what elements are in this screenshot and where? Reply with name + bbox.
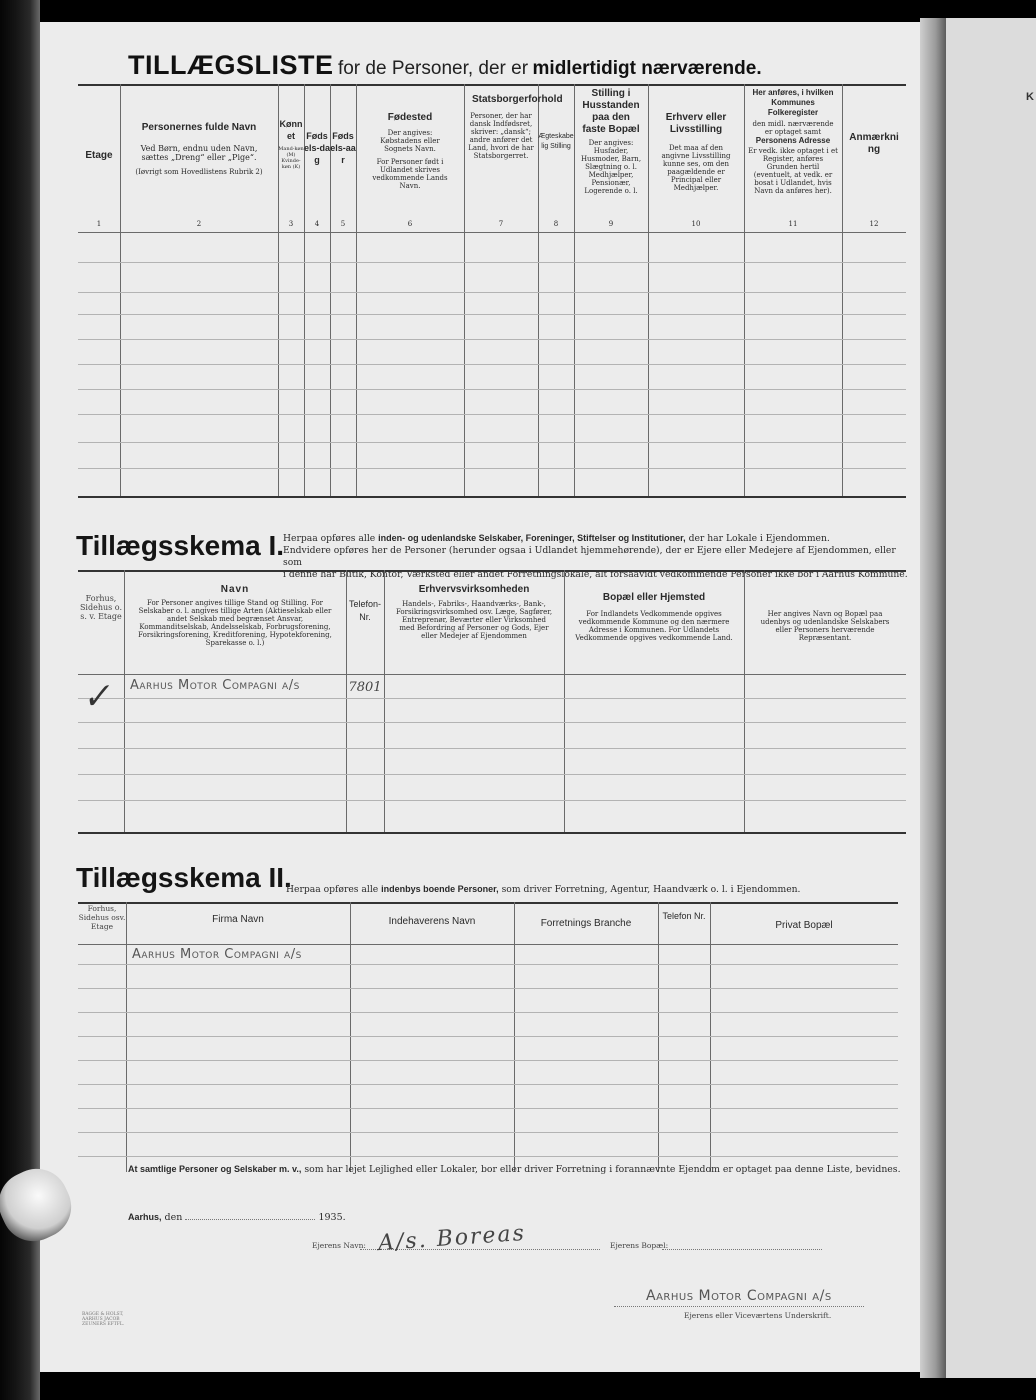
- signature-stamp: Aarhus Motor Compagni a/s: [646, 1288, 832, 1304]
- col-etage-header: Etage 1: [85, 150, 113, 228]
- owner-name-signature: A/s. Boreas: [377, 1220, 527, 1257]
- skema2-description: Herpaa opføres alle indenbys boende Personer, som driver Forretning, Agentur, Haandværk o. l. i Ejendommen.: [286, 884, 801, 895]
- page-gutter: [920, 18, 946, 1378]
- signature-line: [614, 1306, 864, 1307]
- col-aegteskab-header: Ægteskabelig Stilling 8: [538, 133, 574, 228]
- skema2-col-etage-header: Forhus, Sidehus osv. Etage: [78, 904, 126, 931]
- skema1-description: Herpaa opføres alle inden- og udenlandske Selskaber, Foreninger, Stiftelser og Institutioner, der har Lokale i Ejendommen. Endvidere opføres her de Personer (herunder ogsaa i Udlandet hjemmehørende), der er Ejere eller Medejere af Ejendommen, eller som i denne har Butik, Kontor, Værksted eller andet Forretningslokale, alt forsaavidt vedkommende Personer ikke bor i Aarhus Kommune.: [283, 533, 908, 580]
- form-title-rest-b: midlertidigt nærværende.: [532, 58, 762, 79]
- skema2-title: Tillægsskema II.: [76, 862, 292, 893]
- skema2-col-indehaver-header: Indehaverens Navn: [388, 916, 476, 927]
- form-title-main: TILLÆGSLISTE: [128, 50, 334, 80]
- col-statsborger-header: Statsborgerforhold Personer, der har dansk Indfødsret, skriver: „dansk“; andre anfører det Land, hvori de har Statsborgerret. 7: [468, 94, 563, 228]
- skema1-col-etage-header: Forhus, Sidehus o. s. v. Etage: [79, 594, 123, 621]
- skema2-table: [78, 902, 898, 1172]
- tillaegsliste-table: [78, 84, 906, 499]
- col-folkeregister-header: Her anføres, i hvilken Kommunes Folkeregister den midl. nærværende er optaget samt Personens Adresse Er vedk. ikke optaget i et Register, anføres Grunden hertil (eventuelt, at vedk. er bosat i Udlandet, hvis Navn da anføres her). 11: [748, 88, 838, 228]
- skema2-col-bopael-header: Privat Bopæl: [775, 920, 833, 931]
- skema1-row1-telefon: 7801: [348, 680, 382, 695]
- skema1-title: Tillægsskema I.: [76, 530, 285, 561]
- skema1-row1-check: ✓: [79, 675, 113, 719]
- skema2-row1-firma: Aarhus Motor Compagni a/s: [132, 947, 302, 962]
- signature-caption: Ejerens eller Viceværtens Underskrift.: [684, 1311, 832, 1320]
- skema1-col-navn-header: Navn For Personer angives tillige Stand og Stilling. For Selskaber o. l. angives tillige Arten (Aktieselskab eller andet Selskab med begrænset Ansvar, Kommanditselskab, Andelsselskab, Forbrugsforening, Forsikringsforening, Kreditforening, Hypotekforening, Sparekasse o. l.): [138, 584, 332, 647]
- printer-imprint: BAGGE & HOLST, AARHUS JACOB ZEUNERS EFTFL.: [82, 1312, 125, 1327]
- owner-address-label: Ejerens Bopæl:: [610, 1241, 669, 1250]
- skema1-row1-name: Aarhus Motor Compagni a/s: [130, 678, 300, 693]
- skema1-col-erhverv-header: Erhvervsvirksomheden Handels-, Fabriks-, Haandværks-, Bank-, Forsikringsvirksomhed osv. Læge, Sagfører, Entreprenør, Beværter eller Virksomhed med Befordring af Personer og Gods, Ejer eller Medejer af Ejendommen: [395, 584, 553, 640]
- owner-name-label: Ejerens Navn:: [312, 1241, 366, 1250]
- col-foedselsdag-header: Fødsels-dag 4: [304, 131, 330, 228]
- declaration: At samtlige Personer og Selskaber m. v., som har lejet Lejlighed eller Lokaler, bor eller driver Forretning i forannævnte Ejendom er optaget paa denne Liste, bevidnes.: [128, 1164, 901, 1175]
- skema2-col-firma-header: Firma Navn: [212, 914, 264, 925]
- col-stilling-header: Stilling i Husstanden paa den faste Bopæl Der angives: Husfader, Husmoder, Barn, Slægtning o. l. Medhjælper, Pensionær, Logerende o. l. 9: [580, 88, 642, 228]
- form-title-rest-a: for de Personer, der er: [337, 58, 529, 79]
- adjacent-page: [946, 18, 1036, 1378]
- col-erhverv-header: Erhverv eller Livsstilling Det maa af den angivne Livsstilling kunne ses, om den paagældende er Principal eller Medhjælper. 10: [661, 112, 731, 228]
- owner-address-line: [662, 1249, 822, 1250]
- col-koen-header: Kønnet Mand-køn (M) Kvinde-køn (K) 3: [278, 119, 304, 228]
- col-foedested-header: Fødested Der angives: Købstadens eller Sognets Navn. For Personer født i Udlandet skrives vedkommende Lands Navn. 6: [372, 112, 448, 228]
- skema1-col-repraesentant-header: Her angives Navn og Bopæl paa udenbys og udenlandske Selskabers eller Personers herværende Repræsentant.: [760, 610, 890, 642]
- col-navn-header: Personernes fulde Navn Ved Børn, endnu uden Navn, sættes „Dreng“ eller „Pige“. (Iøvrigt som Hovedlistens Rubrik 2) 2: [135, 122, 263, 228]
- skema2-col-branche-header: Forretnings Branche: [540, 918, 632, 929]
- form-title: [128, 50, 762, 81]
- skema1-col-telefon-header: Telefon-Nr.: [348, 599, 382, 622]
- skema1-col-bopael-header: Bopæl eller Hjemsted For Indlandets Vedkommende opgives vedkommende Kommune og den nærmere Adresse i Kommunen. For Udlandets Vedkommende opgives vedkommende Land.: [575, 592, 733, 642]
- col-foedselsaar-header: Fødsels-aar 5: [330, 131, 356, 228]
- skema2-col-telefon-header: Telefon Nr.: [662, 911, 706, 921]
- date-line: Aarhus, den 1935.: [128, 1212, 346, 1223]
- adjacent-page-fragment: K: [1026, 91, 1034, 103]
- form-page: [40, 22, 920, 1372]
- col-anmaerkning-header: Anmærkning 12: [849, 132, 899, 228]
- skema1-table: [78, 570, 906, 834]
